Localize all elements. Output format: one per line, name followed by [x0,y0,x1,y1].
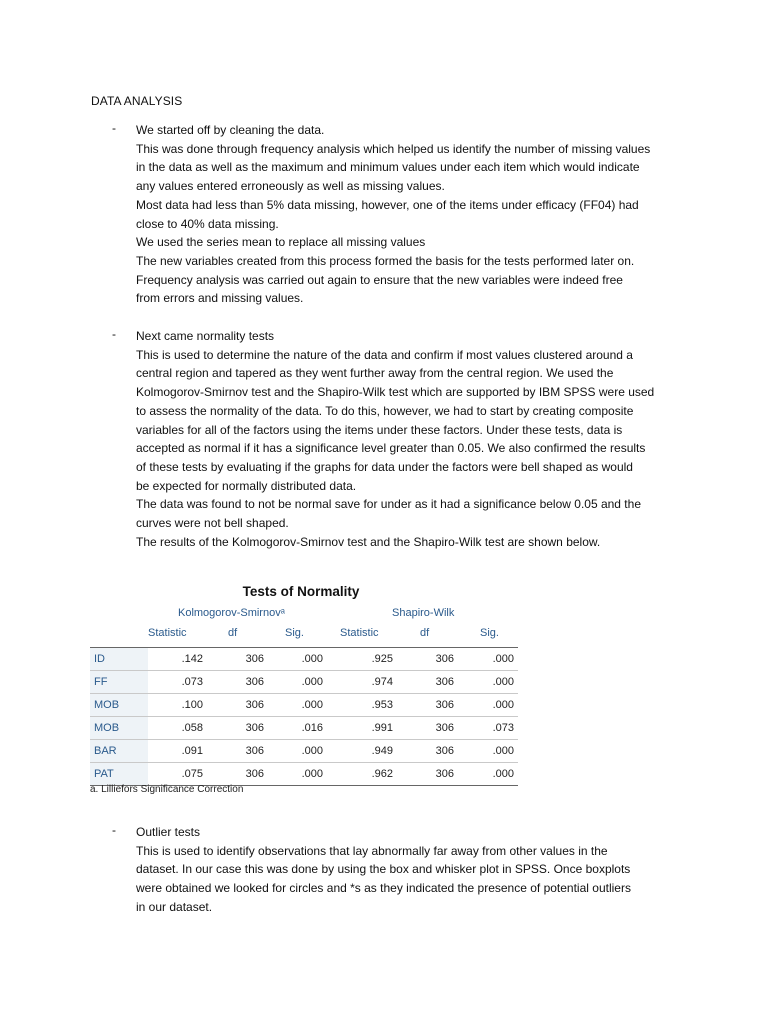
table-cell: .000 [458,763,518,786]
paragraph-line: variables for all of the factors using the items under these factors. Under these tests, data is [136,422,623,437]
paragraph-line: The results of the Kolmogorov-Smirnov test and the Shapiro-Wilk test are shown below. [136,534,601,549]
table-row [90,763,518,786]
paragraph-line: from errors and missing values. [136,291,304,306]
table-row [90,717,518,740]
paragraph-line: The data was found to not be normal save for under as it had a significance below 0.05 and the [136,497,641,512]
col-header: df [228,627,238,639]
section-title: We started off by cleaning the data. [136,123,325,137]
table-cell: 306 [397,694,458,717]
normality-table [90,647,518,786]
table-cell: .000 [268,763,327,786]
group-shapiro-wilk: Shapiro-Wilk [392,607,455,619]
table-cell: .091 [148,740,207,763]
row-label: BAR [90,740,148,763]
col-header: Statistic [148,627,187,639]
table-row [90,648,518,671]
table-cell: 306 [207,717,268,740]
table-cell: .058 [148,717,207,740]
row-label: MOB [90,694,148,717]
paragraph-line: Kolmogorov-Smirnov test and the Shapiro-Wilk test which are supported by IBM SPSS were used [136,385,655,400]
col-header: Statistic [340,627,379,639]
col-header: df [420,627,430,639]
table-row [90,694,518,717]
row-label: ID [90,648,148,671]
table-cell: 306 [207,671,268,694]
table-column-header [86,625,526,647]
table-cell: .000 [458,671,518,694]
table-cell: .075 [148,763,207,786]
col-header: Sig. [480,627,499,639]
table-cell: 306 [207,694,268,717]
row-label: MOB [90,717,148,740]
paragraph-line: accepted as normal if it has a significance level greater than 0.05. We also confirmed the results [136,441,646,456]
table-cell: 306 [397,671,458,694]
bullet-dash: - [112,823,116,837]
table-cell: 306 [397,717,458,740]
paragraph-line: in the data as well as the maximum and minimum values under each item which would indicate [136,160,640,175]
table-cell: .000 [268,694,327,717]
table-cell: .000 [268,671,327,694]
normality-table-block [86,584,526,786]
paragraph-line: Most data had less than 5% data missing, however, one of the items under efficacy (FF04) had [136,197,639,212]
paragraph-line: of these tests by evaluating if the graphs for data under the factors were bell shaped as would [136,459,633,474]
paragraph-line: This was done through frequency analysis which helped us identify the number of missing values [136,141,651,156]
section-data-cleaning [112,121,692,308]
page-heading: DATA ANALYSIS [91,94,183,108]
table-cell: 306 [207,763,268,786]
table-cell: .073 [148,671,207,694]
section-outlier-tests [112,823,692,917]
row-label: PAT [90,763,148,786]
table-cell: .073 [458,717,518,740]
table-cell: .000 [458,648,518,671]
table-cell: .962 [327,763,397,786]
paragraph-line: any values entered erroneously as well as missing values. [136,179,445,194]
paragraph-line: in our dataset. [136,899,213,914]
paragraph-line: be expected for normally distributed data. [136,478,357,493]
paragraph-line: The new variables created from this process formed the basis for the tests performed later on. [136,253,635,268]
table-cell: .949 [327,740,397,763]
paragraph-line: were obtained we looked for circles and *s as they indicated the presence of potential outliers [136,881,631,896]
table-cell: .953 [327,694,397,717]
table-row [90,740,518,763]
table-cell: .925 [327,648,397,671]
col-header: Sig. [285,627,304,639]
table-cell: .100 [148,694,207,717]
section-normality-tests [112,327,692,551]
table-cell: .000 [268,648,327,671]
table-cell: .974 [327,671,397,694]
section-title: Next came normality tests [136,329,275,343]
table-cell: .016 [268,717,327,740]
paragraph-line: This is used to identify observations that lay abnormally far away from other values in the [136,843,608,858]
paragraph-line: central region and tapered as they went further away from the central region. We used the [136,366,614,381]
table-cell: 306 [397,740,458,763]
paragraph-line: curves were not bell shaped. [136,516,289,531]
paragraph-line: close to 40% data missing. [136,216,279,231]
table-cell: .991 [327,717,397,740]
table-footnote: a. Lilliefors Significance Correction [90,784,244,795]
table-cell: .000 [268,740,327,763]
table-cell: .142 [148,648,207,671]
paragraph-line: Frequency analysis was carried out again to ensure that the new variables were indeed free [136,272,623,287]
paragraph-line: to assess the normality of the data. To do this, however, we had to start by creating composite [136,403,634,418]
bullet-dash: - [112,327,116,341]
group-kolmogorov-smirnov: Kolmogorov-Smirnovᵃ [178,607,285,619]
paragraph-line: This is used to determine the nature of the data and confirm if most values clustered around a [136,347,633,362]
table-cell: 306 [397,648,458,671]
section-title: Outlier tests [136,825,201,839]
table-cell: .000 [458,740,518,763]
paragraph-line: We used the series mean to replace all missing values [136,235,426,250]
bullet-dash: - [112,121,116,135]
table-row [90,671,518,694]
paragraph-line: dataset. In our case this was done by using the box and whisker plot in SPSS. Once boxplots [136,862,631,877]
row-label: FF [90,671,148,694]
table-cell: 306 [397,763,458,786]
table-cell: .000 [458,694,518,717]
table-cell: 306 [207,648,268,671]
table-title: Tests of Normality [242,584,360,599]
table-cell: 306 [207,740,268,763]
table-group-header [86,603,526,625]
